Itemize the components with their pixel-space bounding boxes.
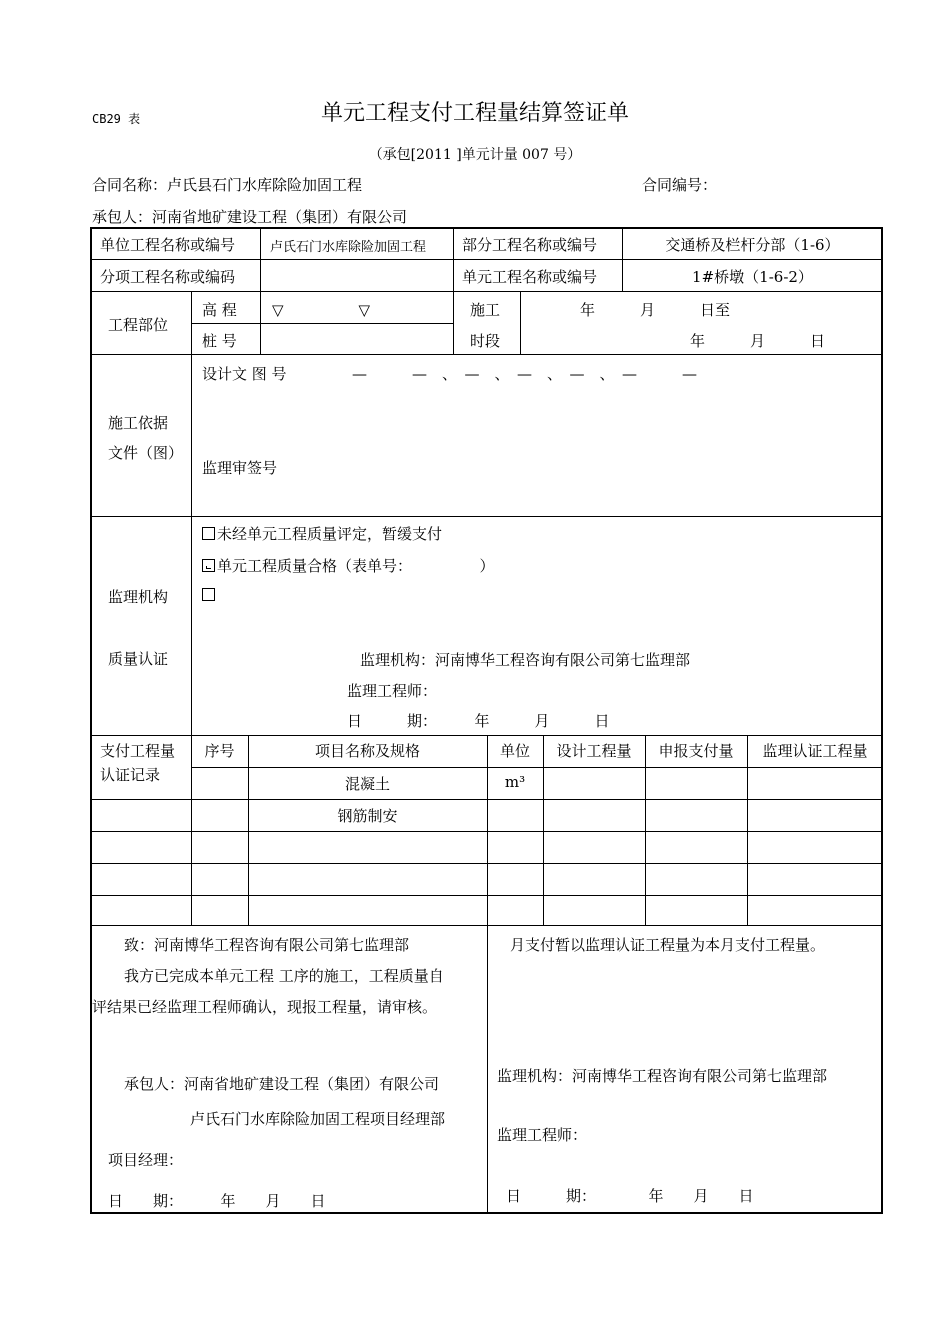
division-value: 交通桥及栏杆分部（1-6） <box>665 236 840 254</box>
table-cell: 钢筋制安 <box>337 807 398 825</box>
elevation-label: 高 程 <box>202 301 237 319</box>
col-divider <box>520 291 521 354</box>
col-divider <box>645 735 646 925</box>
period-start: 年 月 日至 <box>580 301 731 319</box>
period-label-2: 时段 <box>470 332 501 350</box>
elevation-value: ▽ ▽ <box>272 301 371 319</box>
payment-header-cell: 设计工程量 <box>556 742 632 760</box>
payment-header-cell: 项目名称及规格 <box>314 742 420 760</box>
footer-addressee: 致：河南博华工程咨询有限公司第七监理部 <box>124 936 410 954</box>
subitem-label: 分项工程名称或编码 <box>100 268 236 286</box>
col-divider <box>747 735 748 925</box>
unit-project-label: 单位工程名称或编号 <box>100 236 236 254</box>
contract-name: 合同名称：卢氏县石门水库除险加固工程 <box>92 176 363 194</box>
payment-label-1: 支付工程量 <box>100 742 176 760</box>
col-divider <box>260 227 261 291</box>
document-number: （承包[2011 ]单元计量 007 号） <box>368 147 582 163</box>
col-divider <box>543 735 544 925</box>
payment-header-cell: 申报支付量 <box>658 742 734 760</box>
table-cell: m³ <box>504 773 526 791</box>
checkbox-icon[interactable] <box>202 527 215 540</box>
footer-note: 月支付暂以监理认证工程量为本月支付工程量。 <box>510 936 826 954</box>
basis-label-2: 文件（图） <box>108 444 184 462</box>
col-divider <box>453 227 454 354</box>
row-divider <box>90 516 883 517</box>
row-divider <box>191 323 453 324</box>
contractor: 承包人：河南省地矿建设工程（集团）有限公司 <box>92 208 408 226</box>
quality-engineer: 监理工程师： <box>347 682 438 700</box>
row-divider <box>90 354 883 355</box>
quality-org: 监理机构：河南博华工程咨询有限公司第七监理部 <box>360 651 691 669</box>
payment-header-cell: 单位 <box>499 742 530 760</box>
quality-label-1: 监理机构 <box>108 588 169 606</box>
col-divider <box>248 735 249 925</box>
design-drawing-label: 设计文 图 号 <box>202 365 287 383</box>
checked-checkbox-icon[interactable] <box>202 559 215 572</box>
quality-date: 日 期： 年 月 日 <box>347 712 610 730</box>
row-divider <box>90 291 883 292</box>
col-divider <box>191 291 192 925</box>
unit-project-value: 卢氏石门水库除险加固工程 <box>270 240 427 255</box>
row-divider <box>191 767 883 768</box>
basis-label-1: 施工依据 <box>108 414 169 432</box>
division-label: 部分工程名称或编号 <box>462 236 598 254</box>
payment-label-2: 认证记录 <box>100 766 161 784</box>
page-title: 单元工程支付工程量结算签证单 <box>320 101 629 126</box>
row-divider <box>90 259 883 260</box>
footer-body-1: 我方已完成本单元工程 工序的施工，工程质量自 <box>124 967 444 985</box>
footer-left-date: 日 期： 年 月 日 <box>108 1192 326 1210</box>
period-label-1: 施工 <box>470 301 501 319</box>
payment-header-cell: 序号 <box>204 742 235 760</box>
review-number-label: 监理审签号 <box>202 459 278 477</box>
quality-option-deferred[interactable] <box>202 523 442 544</box>
period-end: 年 月 日 <box>690 332 826 350</box>
form-code: CB29 表 <box>92 112 141 126</box>
quality-option-deferred-label: 未经单元工程质量评定，暂缓支付 <box>217 525 443 543</box>
footer-department: 卢氏石门水库除险加固工程项目经理部 <box>190 1110 446 1128</box>
quality-option-qualified[interactable] <box>202 555 495 576</box>
quality-label-2: 质量认证 <box>108 650 169 668</box>
footer-project-manager: 项目经理： <box>108 1151 184 1169</box>
payment-header-cell: 监理认证工程量 <box>762 742 868 760</box>
element-label: 单元工程名称或编号 <box>462 268 598 286</box>
footer-contractor: 承包人：河南省地矿建设工程（集团）有限公司 <box>124 1075 440 1093</box>
footer-supervision-engineer: 监理工程师： <box>497 1126 588 1144</box>
contract-number: 合同编号： <box>642 176 718 194</box>
footer-supervision-org: 监理机构：河南博华工程咨询有限公司第七监理部 <box>497 1067 828 1085</box>
quality-option-qualified-label: 单元工程质量合格（表单号： ） <box>217 557 495 575</box>
footer-body-2: 评结果已经监理工程师确认，现报工程量，请审核。 <box>92 998 438 1016</box>
quality-option-other[interactable] <box>202 586 217 604</box>
col-divider <box>260 291 261 354</box>
location-label: 工程部位 <box>108 316 169 334</box>
table-cell: 混凝土 <box>344 775 390 793</box>
footer-right-date: 日 期： 年 月 日 <box>506 1187 754 1205</box>
col-divider <box>487 735 488 1214</box>
element-value: 1#桥墩（1-6-2） <box>692 268 813 286</box>
design-drawing-value: — — 、 — 、 — 、 — 、 — — <box>352 365 698 383</box>
station-label: 桩 号 <box>202 332 237 350</box>
checkbox-icon[interactable] <box>202 588 215 601</box>
